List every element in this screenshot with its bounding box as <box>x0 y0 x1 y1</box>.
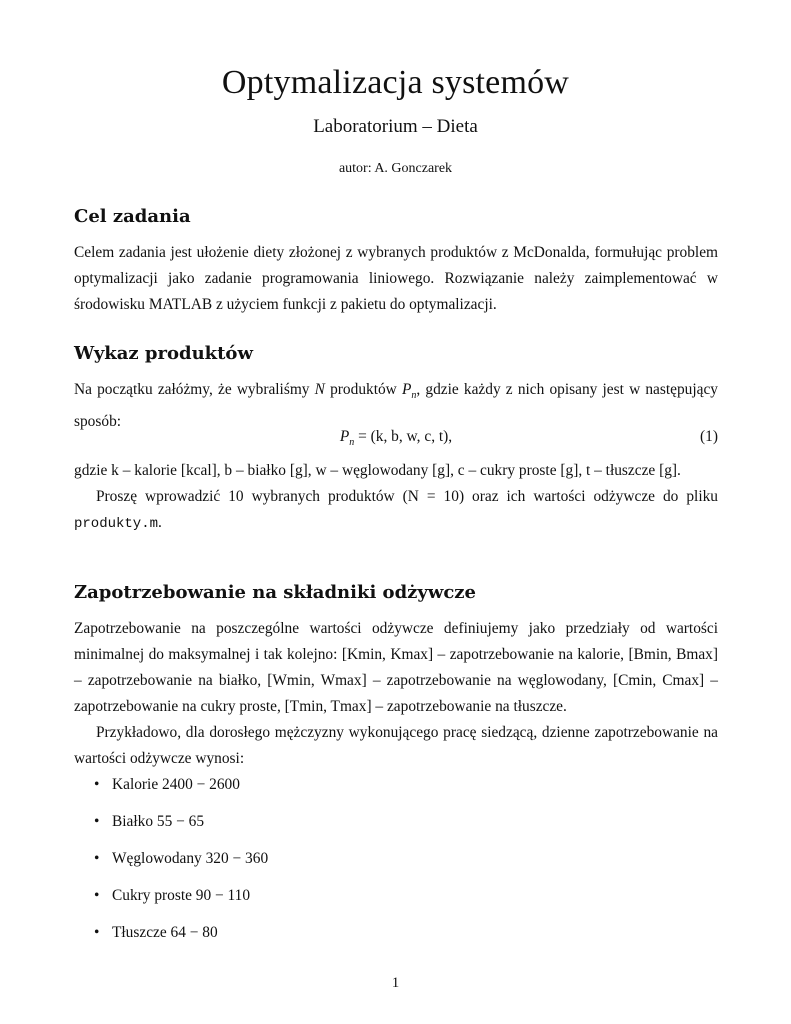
text-span: Proszę wprowadzić 10 wybranych produktów (N = 10) oraz ich wartości odżywcze do pliku <box>96 488 718 505</box>
document-title: Optymalizacja systemów <box>221 64 570 101</box>
text-span: Na początku załóżmy, że wybraliśmy <box>74 381 315 398</box>
math-P: P <box>401 381 412 398</box>
list-item-text: Cukry proste 90 − 110 <box>112 887 251 904</box>
section-cel-zadania <box>74 206 718 318</box>
nutrition-list <box>94 776 268 961</box>
text-span: produktów <box>324 381 402 398</box>
paragraph-zapotrzebowanie-example: Przykładowo, dla dorosłego mężczyzny wykonującego pracę siedzącą, dzienne zapotrzebowanie na wartości odżywcze wynosi: <box>74 724 718 767</box>
list-item: • Cukry proste 90 − 110 <box>94 887 251 904</box>
list-item-text: Węglowodany 320 − 360 <box>112 850 269 867</box>
section-wykaz-continued <box>74 458 718 537</box>
equation-rhs: = (k, b, w, c, t), <box>354 428 453 445</box>
document-author: autor: A. Gonczarek <box>338 161 453 176</box>
list-item-text: Białko 55 − 65 <box>112 813 205 830</box>
section-heading-zapotrzebowanie: Zapotrzebowanie na składniki odżywcze <box>74 582 476 603</box>
list-item: • Tłuszcze 64 − 80 <box>94 924 218 941</box>
list-item: • Kalorie 2400 − 2600 <box>94 776 240 793</box>
paragraph-wykaz-instruction <box>74 484 718 537</box>
section-zapotrzebowanie <box>74 582 718 772</box>
math-subscript: n <box>411 390 417 402</box>
section-heading-wykaz: Wykaz produktów <box>74 343 253 364</box>
paragraph-cel: Celem zadania jest ułożenie diety złożonej z wybranych produktów z McDonalda, formułując problem optymalizacji jako zadanie programowania liniowego. Rozwiązanie należy zaimplementować w środowisku MATLAB z użyciem funkcji z pakietu do optymalizacji. <box>74 244 718 313</box>
equation-1 <box>74 428 718 452</box>
paragraph-wykaz-intro <box>74 377 718 435</box>
list-item: • Węglowodany 320 − 360 <box>94 850 269 867</box>
text-span: , gdzie każdy z nich opisany jest w następujący sposób: <box>74 381 719 431</box>
page-number: 1 <box>391 975 400 991</box>
list-item: • Białko 55 − 65 <box>94 813 205 830</box>
list-item-text: Tłuszcze 64 − 80 <box>112 924 218 941</box>
equation-number: (1) <box>700 428 718 445</box>
section-wykaz-produktow <box>74 343 718 435</box>
filename: produkty.m <box>74 516 159 532</box>
document-subtitle: Laboratorium – Dieta <box>313 116 478 137</box>
list-item-text: Kalorie 2400 − 2600 <box>112 776 240 793</box>
equation-lhs: P <box>339 428 350 445</box>
math-N: N <box>314 381 325 398</box>
equation-body: $P_n = (k$, b, w, c, t), <box>339 428 453 449</box>
text-span: . <box>158 514 162 531</box>
section-heading-cel: Cel zadania <box>74 206 191 227</box>
paragraph-wykaz-definitions: gdzie k – kalorie [kcal], b – białko [g], w – węglowodany [g], c – cukry proste [g], t – tłuszcze [g]. <box>74 462 681 479</box>
paragraph-zapotrzebowanie-definition: Zapotrzebowanie na poszczególne wartości odżywcze definiujemy jako przedziały od wartości minimalnej do maksymalnej i tak kolejno: [Kmin, Kmax] – zapotrzebowanie na kalorie, [Bmin, Bmax] – zapotrzebowanie na białko, [Wmin, Wmax] – zapotrzebowanie na węglowodany, [Cmin, Cmax] – zapotrzebowanie na cukry proste, [Tmin, Tmax] – zapotrzebowanie na tłuszcze. <box>74 620 718 715</box>
